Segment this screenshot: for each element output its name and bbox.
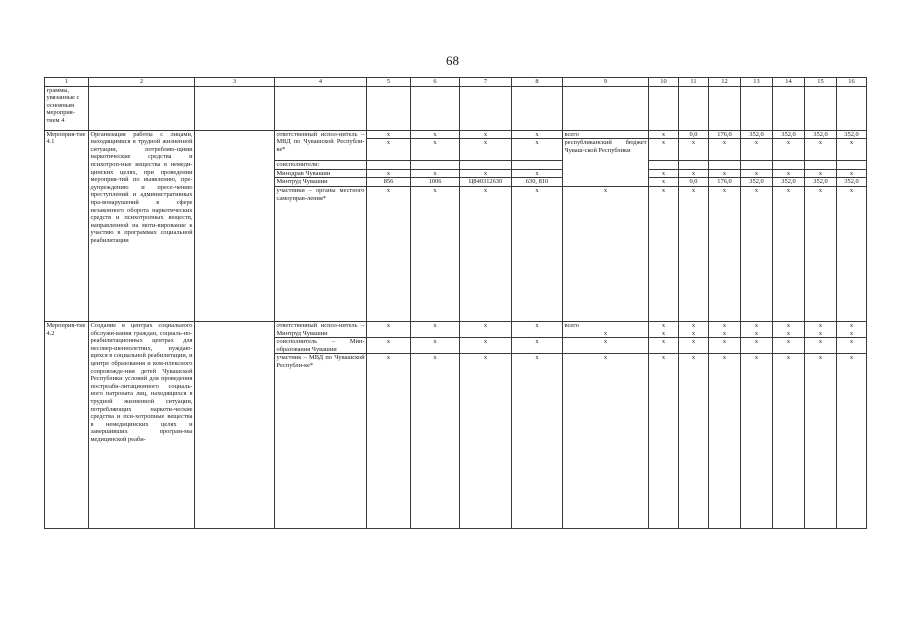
table-cell: x xyxy=(460,139,512,161)
column-header: 2 xyxy=(89,78,195,87)
value-line: x xyxy=(722,321,727,329)
table-cell xyxy=(773,321,805,337)
table-cell: x xyxy=(367,321,411,337)
table-cell: x xyxy=(649,178,679,187)
table-cell xyxy=(805,321,837,337)
table-cell: x xyxy=(741,186,773,321)
table-cell: 352,0 xyxy=(773,178,805,187)
empty-cell xyxy=(563,86,649,130)
table-cell xyxy=(649,321,679,337)
table-cell: x xyxy=(411,186,460,321)
value-line: x xyxy=(722,329,727,337)
table-cell: x xyxy=(837,169,867,178)
value-line: x xyxy=(786,329,791,337)
table-cell: x xyxy=(837,338,867,354)
table-cell: x xyxy=(411,130,460,139)
table-cell xyxy=(805,161,837,170)
column-header-row xyxy=(45,78,867,87)
column-header: 8 xyxy=(512,78,563,87)
table-cell: x xyxy=(512,186,563,321)
table-cell: x xyxy=(512,139,563,161)
empty-cell xyxy=(460,86,512,130)
table-cell: соисполнители: xyxy=(275,161,367,170)
table-cell: соисполнитель – Мин-образования Чувашии xyxy=(276,338,365,353)
table-cell xyxy=(649,161,679,170)
table-cell: 352,0 xyxy=(805,178,837,187)
column-header: 6 xyxy=(411,78,460,87)
empty-cell xyxy=(805,86,837,130)
empty-cell xyxy=(195,86,275,130)
value-line: x xyxy=(691,321,696,329)
table-cell xyxy=(837,321,867,337)
source-value: x xyxy=(603,329,608,337)
value-line: x xyxy=(754,321,759,329)
page-number: 68 xyxy=(446,53,459,68)
table-cell: 0,0 xyxy=(679,130,709,139)
table-cell: ответственный испол-нитель – МВД по Чувашской Республи-ке* xyxy=(275,130,367,161)
table-cell: x xyxy=(649,130,679,139)
table-cell: всего xyxy=(563,130,649,139)
table-cell: x xyxy=(411,169,460,178)
table-cell: республиканский бюджет Чуваш-ской Республики xyxy=(563,139,649,187)
table-cell: x xyxy=(367,169,411,178)
source-total: всего xyxy=(564,321,579,329)
column-header: 14 xyxy=(773,78,805,87)
table-cell: Мероприя-тие 4.1 xyxy=(45,130,89,321)
table-cell: x xyxy=(563,338,649,354)
table-cell: x xyxy=(773,354,805,529)
table-cell: x xyxy=(805,186,837,321)
table-cell: x xyxy=(367,338,411,354)
column-header: 7 xyxy=(460,78,512,87)
column-header: 1 xyxy=(45,78,89,87)
table-cell: граммы, увязанные с основным мероприя-тием 4 xyxy=(45,86,89,130)
table-cell: x xyxy=(411,321,460,337)
table-cell xyxy=(837,161,867,170)
table-cell: x xyxy=(837,139,867,161)
table-cell: x xyxy=(512,130,563,139)
table-cell: x xyxy=(741,338,773,354)
table-cell: x xyxy=(512,321,563,337)
table-cell: 352,0 xyxy=(773,130,805,139)
table-cell: x xyxy=(709,186,741,321)
table-cell: x xyxy=(649,338,679,354)
table-cell xyxy=(679,161,709,170)
empty-cell xyxy=(837,86,867,130)
table-cell: x xyxy=(773,338,805,354)
table-cell: x xyxy=(460,130,512,139)
table-cell: 630, 810 xyxy=(512,178,563,187)
table-cell: x xyxy=(679,139,709,161)
value-line: x xyxy=(661,321,666,329)
empty-cell xyxy=(411,86,460,130)
table-cell: x xyxy=(679,354,709,529)
table-row xyxy=(45,130,867,139)
column-header: 9 xyxy=(563,78,649,87)
table-cell: x xyxy=(367,354,411,529)
value-line: x xyxy=(818,329,823,337)
column-header: 12 xyxy=(709,78,741,87)
table-cell: x xyxy=(741,169,773,178)
table-cell: Организация работы с лицами, находящимися в трудной жизненной ситуации, потребляю-щими наркотические средства и психотроп-ные вещества в немеди-цинских целях, при проведении мероприя-тий по выявлению, пре-дупреждению и пресе-чению преступлений и административных пра-вонарушений в сфере незаконного оборота наркотических средств и психотропных веществ, направленной на моти-вирование к участию в программах социальной реабилитации xyxy=(89,130,195,321)
table-cell: x xyxy=(805,139,837,161)
table-cell xyxy=(741,161,773,170)
table-cell: 0,0 xyxy=(679,178,709,187)
table-cell: x xyxy=(773,139,805,161)
value-line: x xyxy=(661,329,666,337)
table-cell: x xyxy=(741,354,773,529)
table-cell: x xyxy=(649,139,679,161)
column-header: 4 xyxy=(275,78,367,87)
table-cell: ответственный испол-нитель – Минтруд Чувашии xyxy=(276,321,365,337)
table-cell: x xyxy=(679,186,709,321)
column-header: 10 xyxy=(649,78,679,87)
table-cell: 352,0 xyxy=(741,130,773,139)
table-cell: x xyxy=(512,169,563,178)
table-cell: x xyxy=(649,169,679,178)
table-cell xyxy=(773,161,805,170)
column-header: 5 xyxy=(367,78,411,87)
column-header: 15 xyxy=(805,78,837,87)
table-cell: участник – МВД по Чувашской Республи-ке* xyxy=(275,354,367,529)
table-cell: x xyxy=(805,169,837,178)
value-line: x xyxy=(849,321,854,329)
table-cell xyxy=(709,321,741,337)
empty-cell xyxy=(367,86,411,130)
column-header: 11 xyxy=(679,78,709,87)
table-cell xyxy=(411,161,460,170)
table-cell: x xyxy=(563,186,649,321)
table-cell: Минздрав Чувашии xyxy=(275,169,367,178)
table-cell: x xyxy=(709,139,741,161)
table-cell: 352,0 xyxy=(837,178,867,187)
table-cell: x xyxy=(367,130,411,139)
table-cell: x xyxy=(460,338,512,354)
table-cell: x xyxy=(709,338,741,354)
table-cell: Мероприя-тие 4.2 xyxy=(45,321,89,528)
table-cell: x xyxy=(741,139,773,161)
table-cell: Создание в центрах социального обслужи-вания граждан, социаль-но-реабилитационных центрах для несовер-шеннолетних, нуждаю-щихся в социальной реабилитации, и центре образования и ком-плексного сопровожде-ния детей Чувашской Республики условий для проведения постреаби-литационного социаль-ного патроната лиц, находящихся в трудной жизненной ситуации, потребляющих наркоти-ческие средства и пси-хотропные вещества в немедицинских целях и завершивших програм-мы медицинской реаби- xyxy=(89,321,195,528)
table-cell: x xyxy=(460,354,512,529)
empty-cell xyxy=(195,130,275,321)
budget-table xyxy=(44,77,867,529)
table-cell: x xyxy=(709,354,741,529)
value-line: x xyxy=(786,321,791,329)
empty-cell xyxy=(679,86,709,130)
table-cell: 352,0 xyxy=(741,178,773,187)
column-header: 16 xyxy=(837,78,867,87)
value-line: x xyxy=(818,321,823,329)
table-cell xyxy=(563,321,649,337)
table-cell: x xyxy=(805,354,837,529)
table-cell: 856 xyxy=(367,178,411,187)
table-cell: x xyxy=(709,169,741,178)
table-cell: x xyxy=(679,169,709,178)
table-cell xyxy=(741,321,773,337)
table-cell: 352,0 xyxy=(805,130,837,139)
table-cell: 352,0 xyxy=(837,130,867,139)
table-cell: x xyxy=(773,186,805,321)
table-row xyxy=(45,321,867,337)
table-cell: x xyxy=(460,321,512,337)
table-cell: 176,0 xyxy=(709,130,741,139)
table-cell xyxy=(367,161,411,170)
table-cell: x xyxy=(679,338,709,354)
table-cell xyxy=(709,161,741,170)
table-cell: x xyxy=(512,338,563,354)
table-cell: Минтруд Чувашии xyxy=(275,178,367,187)
table-cell: участники – органы местного самоуправ-ления* xyxy=(275,186,367,321)
table-cell: x xyxy=(460,169,512,178)
table-cell: x xyxy=(563,354,649,529)
table-cell: x xyxy=(460,186,512,321)
value-line: x xyxy=(754,329,759,337)
table-cell xyxy=(512,161,563,170)
table-cell: x xyxy=(837,186,867,321)
empty-cell xyxy=(512,86,563,130)
table-cell: x xyxy=(649,354,679,529)
table-cell: x xyxy=(837,354,867,529)
table-cell: x xyxy=(367,139,411,161)
table-cell: x xyxy=(649,186,679,321)
table-cell: x xyxy=(411,139,460,161)
table-cell: x xyxy=(411,338,460,354)
column-header: 13 xyxy=(741,78,773,87)
table-cell xyxy=(679,321,709,337)
table-cell: x xyxy=(411,354,460,529)
value-line: x xyxy=(849,329,854,337)
table-cell: x xyxy=(367,186,411,321)
table-cell: Ц840312630 xyxy=(460,178,512,187)
table-cell: x xyxy=(805,338,837,354)
empty-cell xyxy=(649,86,679,130)
empty-cell xyxy=(89,86,195,130)
table-cell xyxy=(460,161,512,170)
table-cell: x xyxy=(512,354,563,529)
empty-cell xyxy=(275,86,367,130)
empty-cell xyxy=(709,86,741,130)
table-cell: 1006 xyxy=(411,178,460,187)
empty-cell xyxy=(741,86,773,130)
column-header: 3 xyxy=(195,78,275,87)
continuation-row xyxy=(45,86,867,130)
table-cell: 176,0 xyxy=(709,178,741,187)
empty-cell xyxy=(195,321,275,528)
table-cell: x xyxy=(773,169,805,178)
value-line: x xyxy=(691,329,696,337)
table-body xyxy=(45,78,867,529)
empty-cell xyxy=(773,86,805,130)
